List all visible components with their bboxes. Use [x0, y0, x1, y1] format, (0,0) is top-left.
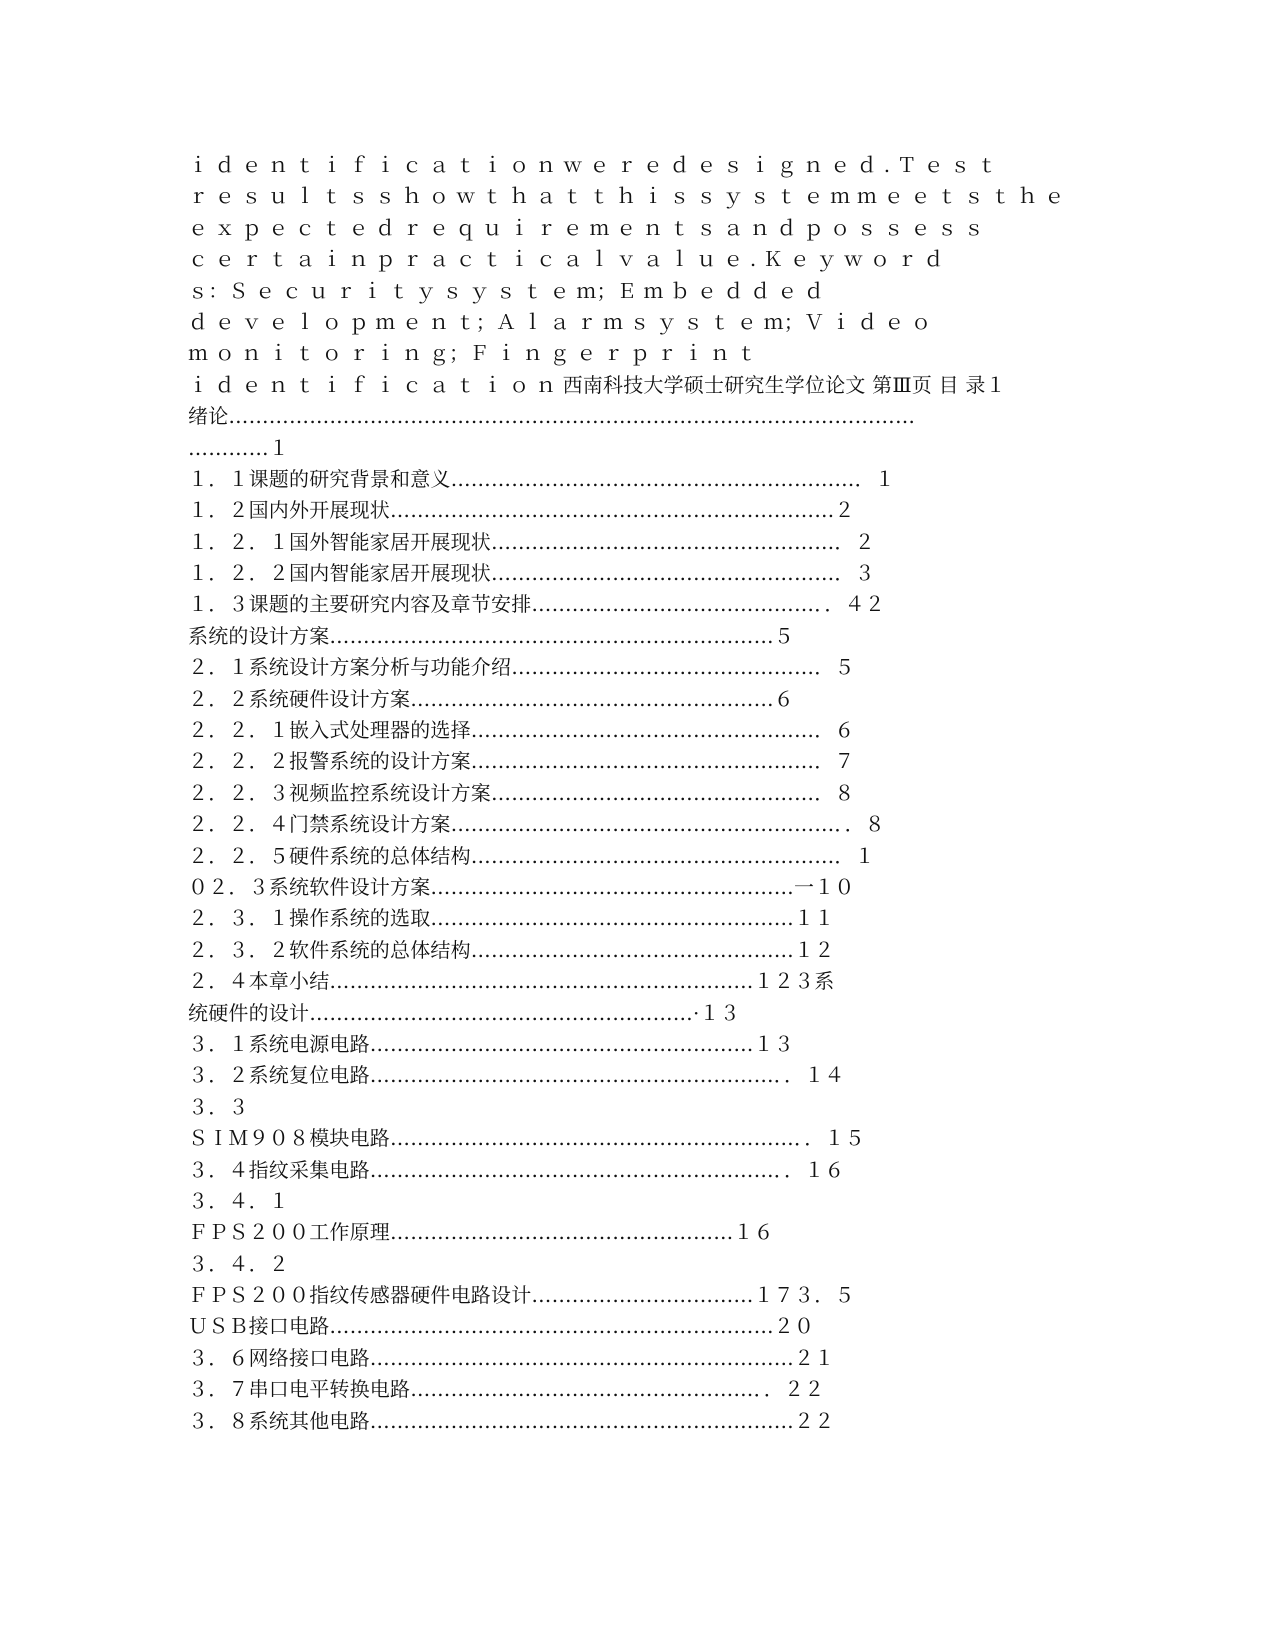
text-line: ｒ ｅ ｓ ｕ ｌ ｔ ｓ ｓ ｈ ｏ ｗ ｔ ｈ ａ ｔ ｔ ｈ ｉ ｓ ｓ ｙ ｓ ｔ ｅ ｍ ｍ ｅ ｅ ｔ ｓ ｔ ｈ ｅ: [188, 184, 1065, 209]
text-line: １．１课题的研究背景和意义……………………………………………………．１: [188, 466, 895, 491]
text-line: ｍ ｏ ｎ ｉ ｔ ｏ ｒ ｉ ｎ ｇ；Ｆ ｉ ｎ ｇ ｅ ｒ ｐ ｒ ｉ ｎ ｔ: [188, 341, 757, 366]
text-line: ３．１系统电源电路…………………………………………………１３: [188, 1031, 794, 1056]
text-line: ３．６网络接口电路………………………………………………………２１: [188, 1345, 835, 1370]
text-line: ３．４．１: [188, 1188, 289, 1213]
text-line: ＳＩＭ９０８模块电路……………………………………………………．．１５: [188, 1126, 865, 1151]
text-line: ｓ：Ｓ ｅ ｃ ｕ ｒ ｉ ｔ ｙ ｓ ｙ ｓ ｔ ｅ ｍ；Ｅ ｍ ｂ ｅ ｄ ｄ ｅ ｄ: [188, 278, 825, 303]
text-line: 统硬件的设计…………………………………………………·１３: [188, 1000, 740, 1025]
text-line: ２．２．２报警系统的设计方案……………………………………………．７: [188, 749, 855, 774]
text-line: ０２．３系统软件设计方案………………………………………………一１０: [188, 874, 855, 899]
text-line: ｉ ｄ ｅ ｎ ｔ ｉ ｆ ｉ ｃ ａ ｔ ｉ ｏ ｎ 西南科技大学硕士研究生学位论文 第Ⅲ页 目 录１: [188, 372, 1006, 397]
text-line: ２．２．１嵌入式处理器的选择……………………………………………．６: [188, 718, 855, 743]
text-line: ２．４本章小结………………………………………………………１２３系: [188, 969, 835, 994]
text-line: １．２．２国内智能家居开展现状……………………………………………．３: [188, 561, 875, 586]
text-line: ２．２．３视频监控系统设计方案…………………………………………．８: [188, 780, 855, 805]
text-line: ｃ ｅ ｒ ｔ ａ ｉ ｎ ｐ ｒ ａ ｃ ｔ ｉ ｃ ａ ｌ ｖ ａ ｌ ｕ ｅ . Ｋ ｅ ｙ ｗ ｏ ｒ ｄ: [188, 247, 944, 272]
text-line: 绪论…………………………………………………………………………………………: [188, 404, 916, 429]
text-line: ３．８系统其他电路………………………………………………………２２: [188, 1408, 835, 1433]
text-line: １．２．１国外智能家居开展现状……………………………………………．２: [188, 529, 875, 554]
text-line: ｄ ｅ ｖ ｅ ｌ ｏ ｐ ｍ ｅ ｎ ｔ；Ａ ｌ ａ ｒ ｍ ｓ ｙ ｓ ｔ ｅ ｍ；Ｖ ｉ ｄ ｅ ｏ: [188, 309, 932, 334]
text-line: ＦＰＳ２００指纹传感器硬件电路设计……………………………１７３．５: [188, 1283, 855, 1308]
text-line: …………１: [188, 435, 289, 460]
text-line: ３．３: [188, 1094, 249, 1119]
text-line: ３．２系统复位电路……………………………………………………．．１４: [188, 1063, 845, 1088]
text-line: ２．２．５硬件系统的总体结构………………………………………………．１: [188, 843, 875, 868]
text-line: １．２国内外开展现状…………………………………………………………２: [188, 498, 855, 523]
text-line: ｅ ｘ ｐ ｅ ｃ ｔ ｅ ｄ ｒ ｅ ｑ ｕ ｉ ｒ ｅ ｍ ｅ ｎ ｔ ｓ ａ ｎ ｄ ｐ ｏ ｓ ｓ ｅ ｓ ｓ: [188, 215, 985, 240]
text-line: ＵＳＢ接口电路…………………………………………………………２０: [188, 1314, 815, 1339]
text-line: ２．１系统设计方案分析与功能介绍………………………………………．５: [188, 655, 855, 680]
text-line: ｉ ｄ ｅ ｎ ｔ ｉ ｆ ｉ ｃ ａ ｔ ｉ ｏ ｎ ｗ ｅ ｒ ｅ ｄ ｅ ｓ ｉ ｇ ｎ ｅ ｄ . Ｔ ｅ ｓ ｔ: [188, 153, 998, 177]
text-line: ２．２．４门禁系统设计方案…………………………………………………．．８: [188, 812, 885, 837]
text-line: ３．７串口电平转换电路……………………………………………．．２２: [188, 1377, 825, 1402]
text-line: ２．３．２软件系统的总体结构…………………………………………１２: [188, 937, 835, 962]
text-line: ２．２系统硬件设计方案………………………………………………６: [188, 686, 794, 711]
document-text: [188, 150, 1088, 1437]
text-line: ３．４指纹采集电路……………………………………………………．．１６: [188, 1157, 845, 1182]
text-line: 系统的设计方案…………………………………………………………５: [188, 623, 794, 648]
text-line: １．３课题的主要研究内容及章节安排……………………………………．．４２: [188, 592, 885, 617]
text-line: ＦＰＳ２００工作原理……………………………………………１６: [188, 1220, 774, 1245]
text-line: ２．３．１操作系统的选取………………………………………………１１: [188, 906, 835, 931]
text-line: ３．４．２: [188, 1251, 289, 1276]
